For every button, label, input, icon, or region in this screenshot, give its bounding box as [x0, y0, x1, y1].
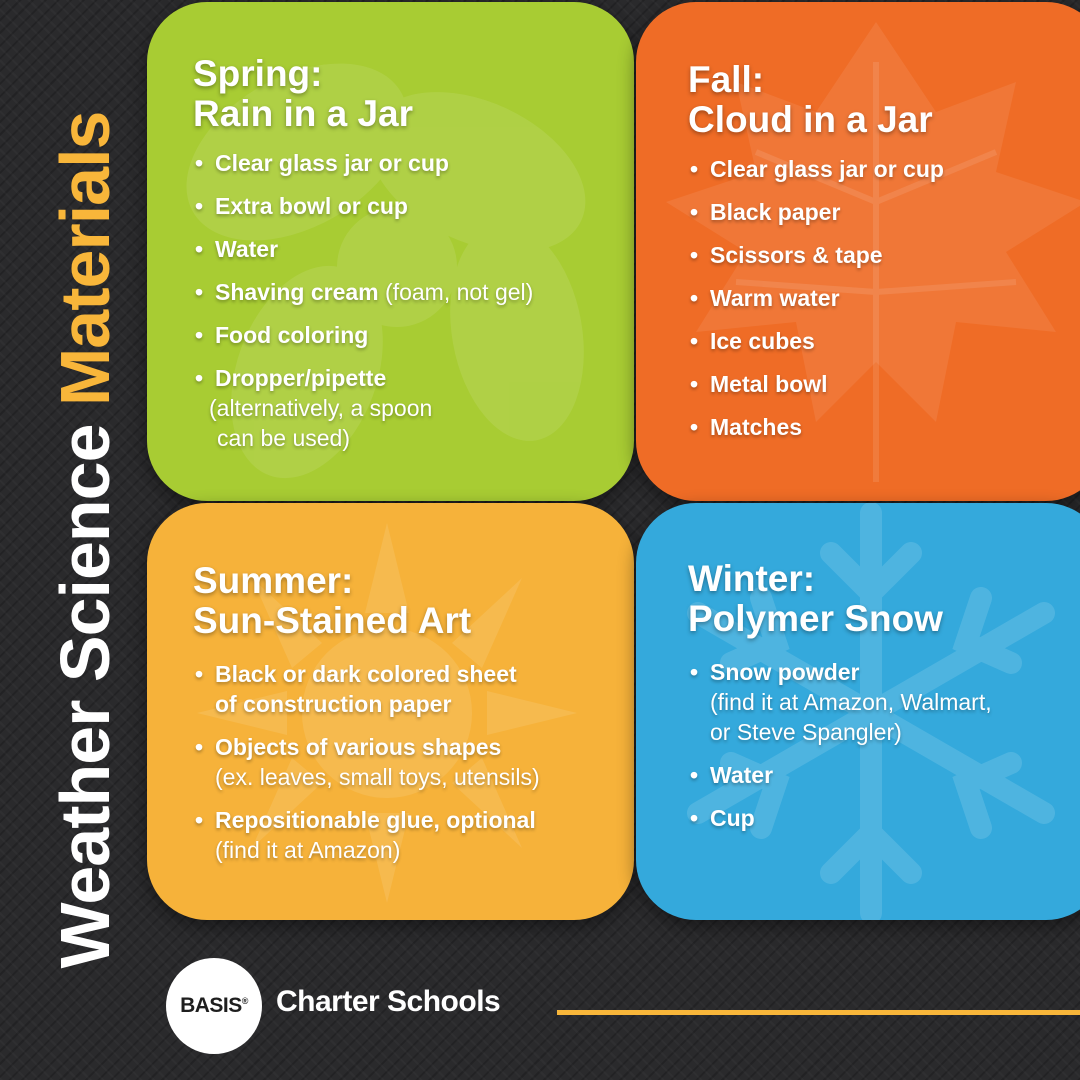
summer-season: Summer: [193, 560, 354, 601]
list-item: • Cup [688, 803, 1080, 833]
list-item: • Black paper [688, 197, 1080, 227]
fall-project: Cloud in a Jar [688, 99, 933, 140]
list-item: • Snow powder (find it at Amazon, Walmart, or Steve Spangler) [688, 657, 1080, 747]
card-spring [147, 2, 634, 501]
spring-season: Spring: [193, 53, 323, 94]
winter-heading [688, 559, 1080, 639]
list-item: • Matches [688, 412, 1080, 442]
spring-heading [193, 54, 614, 134]
winter-list [688, 657, 1080, 833]
fall-season: Fall: [688, 59, 765, 100]
list-item: • Food coloring [193, 320, 614, 350]
title-part-2: Materials [46, 111, 124, 407]
summer-project: Sun-Stained Art [193, 600, 472, 641]
list-item: • Black or dark colored sheet of construction paper [193, 659, 614, 719]
list-item: • Metal bowl [688, 369, 1080, 399]
spring-list [193, 148, 614, 453]
summer-heading [193, 561, 614, 641]
card-summer [147, 503, 634, 920]
list-item: • Warm water [688, 283, 1080, 313]
title-part-1: Weather Science [46, 424, 124, 969]
list-item: • Water [688, 760, 1080, 790]
list-item: • Scissors & tape [688, 240, 1080, 270]
winter-season: Winter: [688, 558, 816, 599]
card-winter [636, 503, 1080, 920]
basis-logo [166, 958, 262, 1054]
list-item: • Repositionable glue, optional (find it at Amazon) [193, 805, 614, 865]
trademark-mark: ® [241, 996, 248, 1006]
fall-list [688, 154, 1080, 442]
list-item: • Clear glass jar or cup [193, 148, 614, 178]
accent-divider [557, 1010, 1080, 1015]
spring-project: Rain in a Jar [193, 93, 414, 134]
list-item: • Extra bowl or cup [193, 191, 614, 221]
list-item: • Dropper/pipette (alternatively, a spoon can be used) [193, 363, 614, 453]
winter-project: Polymer Snow [688, 598, 943, 639]
list-item: • Water [193, 234, 614, 264]
list-item: • Ice cubes [688, 326, 1080, 356]
vertical-title [37, 40, 133, 1040]
logo-text: BASIS [180, 994, 242, 1017]
list-item: • Shaving cream (foam, not gel) [193, 277, 614, 307]
summer-list [193, 659, 614, 865]
list-item: • Objects of various shapes (ex. leaves, small toys, utensils) [193, 732, 614, 792]
fall-heading [688, 60, 1080, 140]
brand-name: Charter Schools [276, 985, 501, 1018]
list-item: • Clear glass jar or cup [688, 154, 1080, 184]
card-fall [636, 2, 1080, 501]
